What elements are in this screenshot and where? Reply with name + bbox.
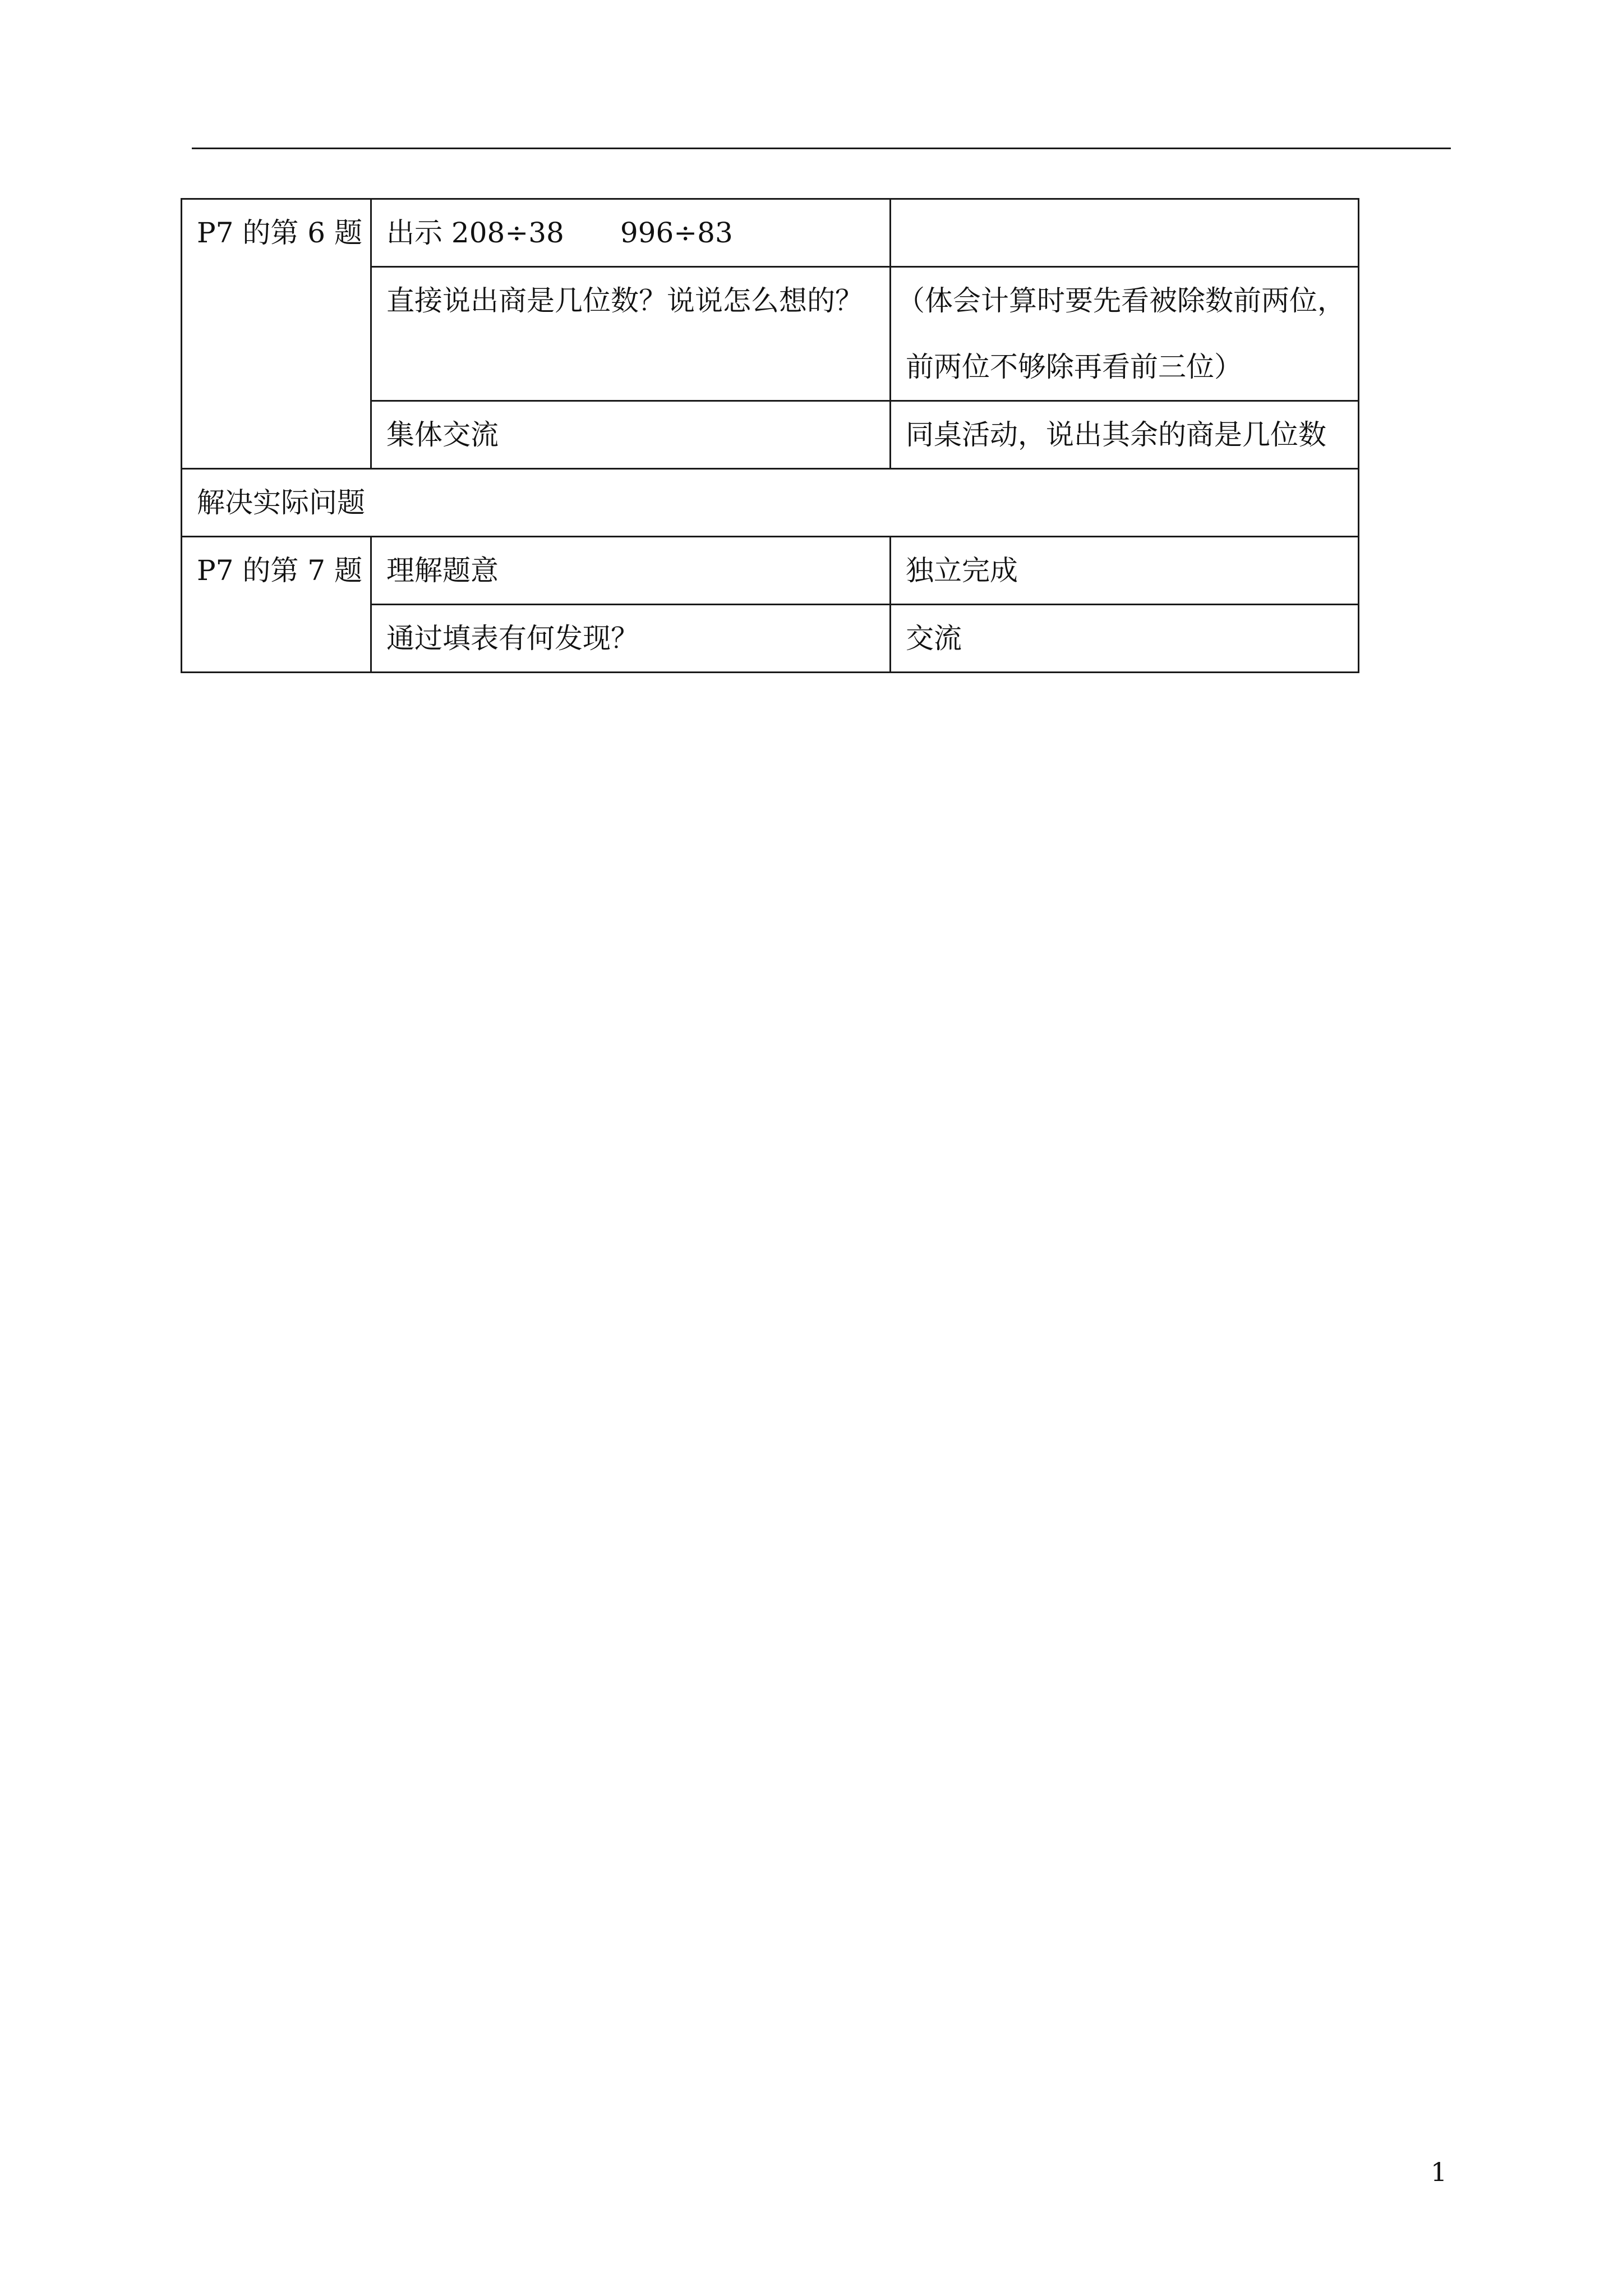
exercise-label-cell (182, 537, 371, 673)
note-cell (891, 401, 1359, 469)
section-heading-cell (182, 469, 1359, 537)
lesson-plan-table (181, 198, 1359, 673)
activity-cell (371, 199, 891, 267)
table-row (182, 199, 1359, 267)
activity-text: 出示 208÷38 996÷83 (386, 217, 733, 249)
activity-cell (371, 605, 891, 673)
table-row (182, 537, 1359, 605)
note-cell (891, 605, 1359, 673)
activity-text: 通过填表有何发现？ (386, 622, 639, 655)
note-text-line: （体会计算时要先看被除数前两位， (897, 284, 1345, 317)
activity-cell (371, 537, 891, 605)
page-number: 1 (1431, 2157, 1447, 2187)
note-cell (891, 267, 1359, 401)
exercise-label-cell (182, 199, 371, 469)
note-text: 独立完成 (906, 554, 1018, 587)
exercise-label: P7 的第 6 题 (197, 217, 362, 249)
note-text: 同桌活动，说出其余的商是几位数 (906, 418, 1326, 451)
activity-text: 集体交流 (386, 418, 499, 451)
table-row (182, 469, 1359, 537)
activity-text: 理解题意 (386, 554, 499, 587)
note-cell (891, 199, 1359, 267)
activity-cell (371, 401, 891, 469)
note-text: 交流 (906, 622, 962, 655)
header-rule (192, 148, 1451, 149)
section-heading: 解决实际问题 (197, 486, 365, 519)
note-text-line: 前两位不够除再看前三位） (906, 351, 1242, 383)
exercise-label: P7 的第 7 题 (197, 554, 362, 587)
activity-text: 直接说出商是几位数？说说怎么想的？ (386, 284, 863, 317)
note-cell (891, 537, 1359, 605)
activity-cell (371, 267, 891, 401)
